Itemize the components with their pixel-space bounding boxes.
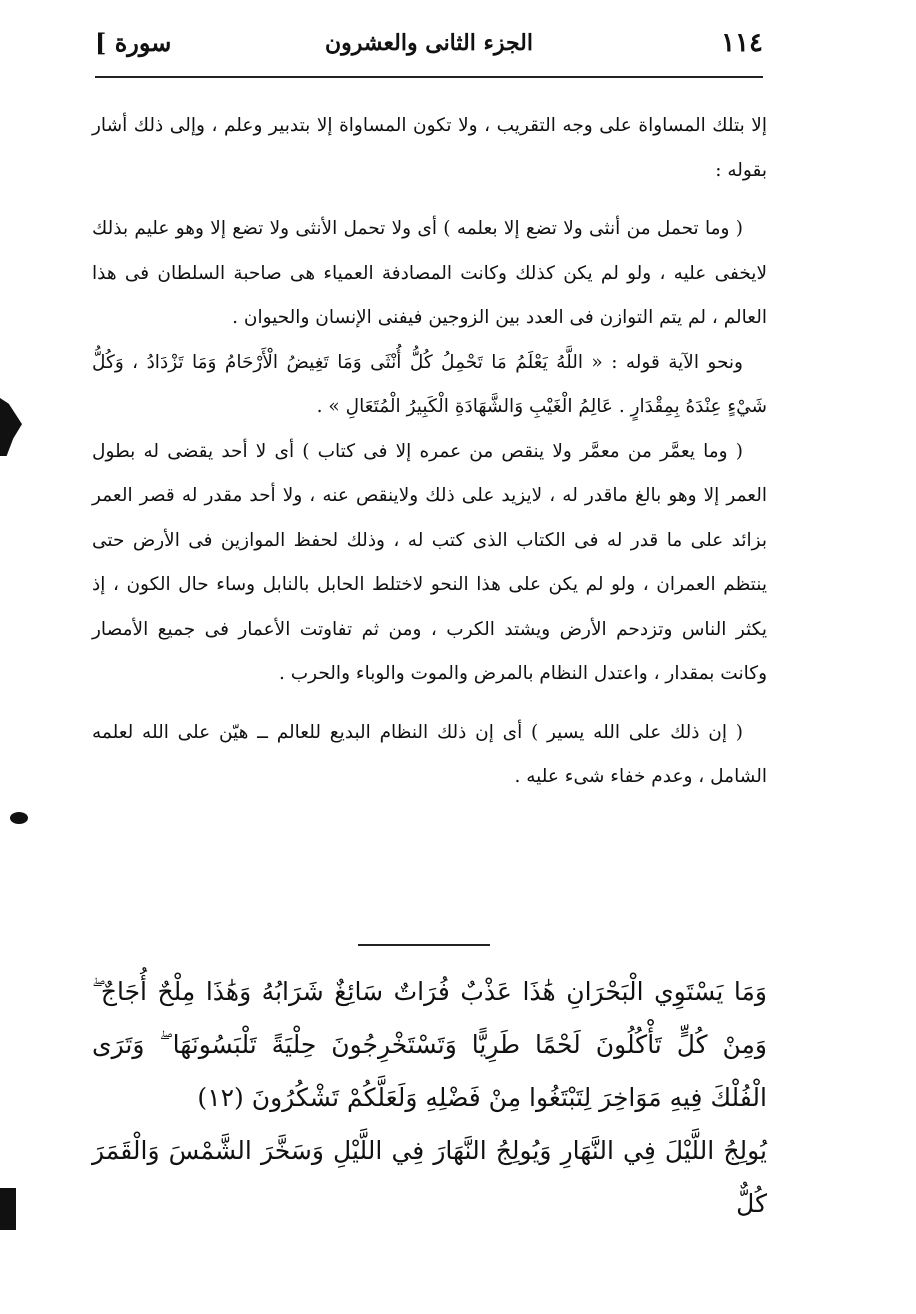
part-title: الجزء الثانى والعشرون bbox=[324, 30, 534, 56]
commentary-block bbox=[92, 104, 767, 800]
verse-12: وَمَا يَسْتَوِي الْبَحْرَانِ هَٰذَا عَذْبٌ فُرَاتٌ سَائِغٌ شَرَابُهُ وَهَٰذَا مِلْحٌ أُجَاجٌ ۖ وَمِنْ كُلٍّ تَأْكُلُونَ لَحْمًا طَرِيًّا وَتَسْتَخْرِجُونَ حِلْيَةً تَلْبَسُونَهَا ۖ وَتَرَى الْفُلْكَ فِيهِ مَوَاخِرَ لِتَبْتَغُوا مِنْ فَضْلِهِ وَلَعَلَّكُمْ تَشْكُرُونَ (١٢) bbox=[92, 977, 767, 1112]
commentary-paragraph-2: ( وما تحمل من أنثى ولا تضع إلا بعلمه ) أى ولا تحمل الأنثى ولا تضع إلا وهو عليم بذلك لايخفى عليه ، ولو لم يكن كذلك وكانت المصادفة العمياء هى صاحبة السلطان فى هذا العالم ، لم يتم التوازن فى العدد بين الزوجين فيفنى الإنسان والحيوان . bbox=[92, 218, 767, 328]
section-divider bbox=[358, 944, 490, 946]
commentary-paragraph-3 bbox=[92, 341, 767, 430]
scan-mark-2 bbox=[10, 812, 28, 824]
commentary-paragraph-4: ( وما يعمَّر من معمَّر ولا ينقص من عمره إلا فى كتاب ) أى لا أحد يقضى له بطول العمر إلا وهو بالغ ماقدر له ، لايزيد على ذلك ولاينقص عنه ، ولا أحد مقدر له قصر العمر بزائد على ما قدر له فى الكتاب الذى كتب له ، وذلك لحفظ الموازين فى الأرض حتى ينتظم العمران ، ولو لم يكن على هذا النحو لاختلط الحابل بالنابل وساء حال الكون ، إذ يكثر الناس وتزدحم الأرض ويشتد الكرب ، ومن ثم تفاوتت الأعمار فى جميع الأمصار وكانت بمقدار ، واعتدل النظام بالمرض والموت والوباء والحرب . bbox=[92, 440, 767, 684]
page-header bbox=[95, 28, 763, 74]
quran-verses-block bbox=[92, 965, 767, 1230]
page-number: ١١٤ bbox=[721, 28, 763, 58]
commentary-paragraph-5: ( إن ذلك على الله يسير ) أى إن ذلك النظام البديع للعالم ــ هيّن على الله لعلمه الشامل ، وعدم خفاء شىء عليه . bbox=[92, 721, 767, 787]
quran-quote: « اللَّهُ يَعْلَمُ مَا تَحْمِلُ كُلُّ أُنْثَى وَمَا تَغِيضُ الْأَرْحَامُ وَمَا تَزْدَادُ ، وَكُلُّ شَيْءٍ عِنْدَهُ بِمِقْدَارٍ . عَالِمُ الْغَيْبِ وَالشَّهَادَةِ الْكَبِيرُ الْمُتَعَالِ » . bbox=[92, 351, 767, 417]
commentary-paragraph-1: إلا بتلك المساواة على وجه التقريب ، ولا تكون المساواة إلا بتدبير وعلم ، وإلى ذلك أشار بقوله : bbox=[92, 115, 767, 181]
header-rule bbox=[95, 76, 763, 78]
scan-mark-3 bbox=[0, 1188, 16, 1230]
surah-label: [ سورة bbox=[95, 28, 172, 57]
scan-mark-1 bbox=[0, 398, 22, 456]
quote-intro: ونحو الآية قوله : bbox=[611, 351, 743, 373]
verse-13-start: يُولِجُ اللَّيْلَ فِي النَّهَارِ وَيُولِجُ النَّهَارَ فِي اللَّيْلِ وَسَخَّرَ الشَّمْسَ وَالْقَمَرَ كُلٌّ bbox=[92, 1136, 767, 1218]
